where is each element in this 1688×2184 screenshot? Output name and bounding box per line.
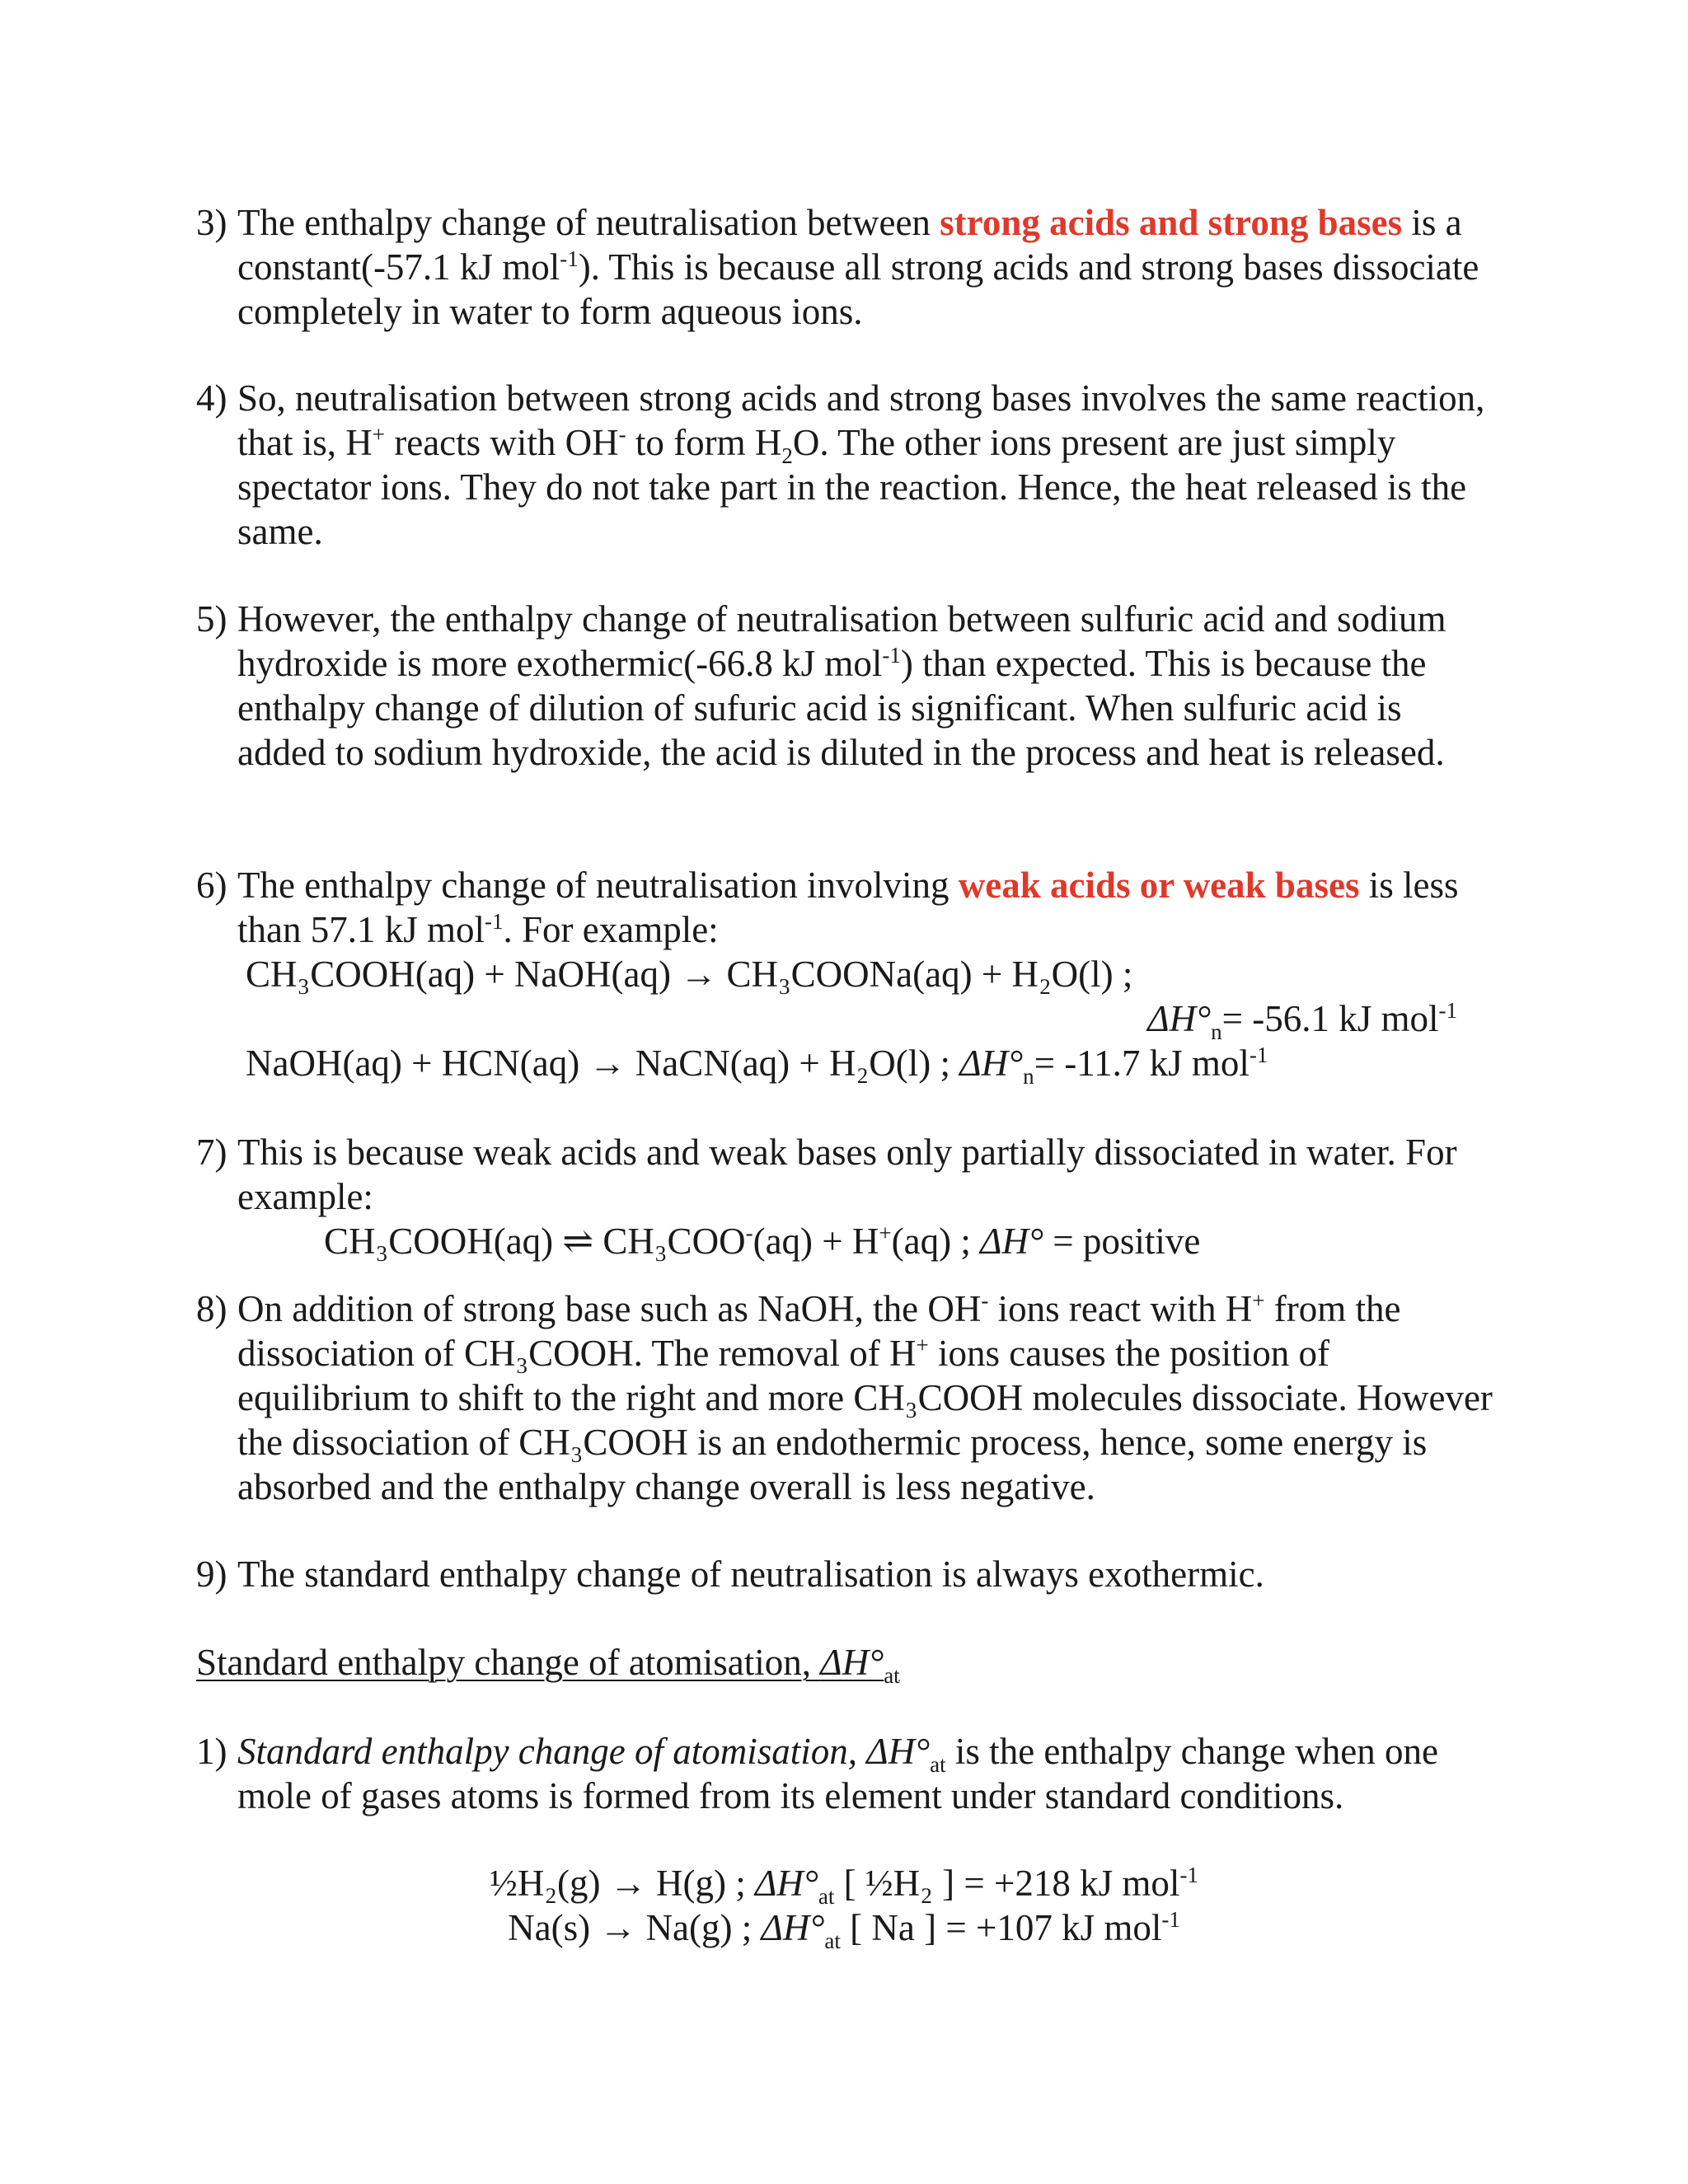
paragraph-7: [196, 1130, 1498, 1263]
section-heading-atomisation: Standard enthalpy change of atomisation, $\Delta H^\circ_{at}$: [196, 1642, 900, 1688]
paragraph-body: So, neutralisation between strong acids and strong bases involves the same reaction, that is, H+ reacts with OH- to form $H_2O$. The other ions present are just simply spectator ions. They do not take part in the reaction. Hence, the heat released is the same.: [237, 377, 1485, 552]
item-number: 6): [196, 865, 227, 906]
paragraph-body: On addition of strong base such as NaOH, the OH- ions react with H+ from the dissociation of CH₃COOH. The removal of H+ ions causes the position of equilibrium to shift to the right and more CH₃COOH molecules dissociate. However the dissociation of CH₃COOH is an endothermic process, hence, some energy is absorbed and the enthalpy change overall is less negative.: [237, 1288, 1493, 1507]
definition-term: Standard enthalpy change of atomisation,: [237, 1731, 858, 1772]
paragraph-4: [196, 376, 1498, 554]
item-number: 5): [196, 598, 227, 640]
paragraph-8: [196, 1286, 1498, 1509]
atomisation-equations: [0, 1861, 1688, 1953]
paragraph-body: However, the enthalpy change of neutralisation between sulfuric acid and sodium hydroxide is more exothermic(-66.8 kJ mol$^{-1}$) than expected. This is because the enthalpy change of dilution of sufuric acid is significant. When sulfuric acid is added to sodium hydroxide, the acid is diluted in the process and heat is released.: [237, 598, 1447, 773]
equation-sodium-atomisation: Na(s) → Na(g) ; $\Delta H^\circ_{at}$ [ Na ] = +107 kJ mol$^{-1}$: [508, 1907, 1180, 1953]
highlight-strong-acids-bases: strong acids and strong bases: [940, 202, 1403, 243]
paragraph-body: This is because weak acids and weak bases only partially dissociated in water. For example:: [237, 1132, 1457, 1217]
equation-naoh-hcn: NaOH(aq) + HCN(aq) → NaCN(aq) + H₂O(l) ; $\Delta H^\circ_n= -11.7$ kJ mol$^{-1}$: [246, 1043, 1268, 1089]
highlight-weak-acids-bases: weak acids or weak bases: [958, 865, 1360, 906]
paragraph-body: Standard enthalpy change of atomisation, $\Delta H^\circ_{at}$ is the enthalpy change when one mole of gases atoms is formed from its element under standard conditions.: [237, 1731, 1438, 1816]
paragraph-body: The standard enthalpy change of neutralisation is always exothermic.: [237, 1554, 1264, 1595]
item-number: 1): [196, 1731, 227, 1772]
paragraph-body: The enthalpy change of neutralisation involving weak acids or weak bases is less than 57.1 kJ mol$^{-1}$. For example:: [237, 865, 1459, 950]
paragraph-5: [196, 597, 1498, 775]
item-number: 3): [196, 202, 227, 243]
paragraph-9: [196, 1552, 1498, 1596]
equation-acetic-acid-naoh: CH₃COOH(aq) + NaOH(aq) → CH₃COONa(aq) + H₂O(l) ;: [246, 954, 1133, 995]
equation-acetic-acid-dissociation: CH₃COOH(aq) ⇌ CH₃COO-(aq) + H+(aq) ; ΔH° = positive: [324, 1221, 1201, 1262]
item-number: 8): [196, 1288, 227, 1329]
equation-hydrogen-atomisation: ½H₂(g) → H(g) ; $\Delta H^\circ_{at}$ [ ½H₂ ] = +218 kJ mol$^{-1}$: [490, 1863, 1198, 1909]
item-number: 7): [196, 1132, 227, 1173]
paragraph-body: The enthalpy change of neutralisation between strong acids and strong bases is a constant(-57.1 kJ mol$^{-1}$). This is because all strong acids and strong bases dissociate completely in water to form aqueous ions.: [237, 202, 1479, 332]
equation-enthalpy-value: $\Delta H^\circ_n= -56.1$ kJ mol$^{-1}$: [1147, 998, 1457, 1044]
paragraph-3: [196, 200, 1498, 334]
item-number: 4): [196, 377, 227, 419]
paragraph-1-atomisation: [196, 1729, 1498, 1818]
item-number: 9): [196, 1554, 227, 1595]
paragraph-6: [196, 863, 1498, 1089]
equation-block: [246, 952, 1498, 1089]
